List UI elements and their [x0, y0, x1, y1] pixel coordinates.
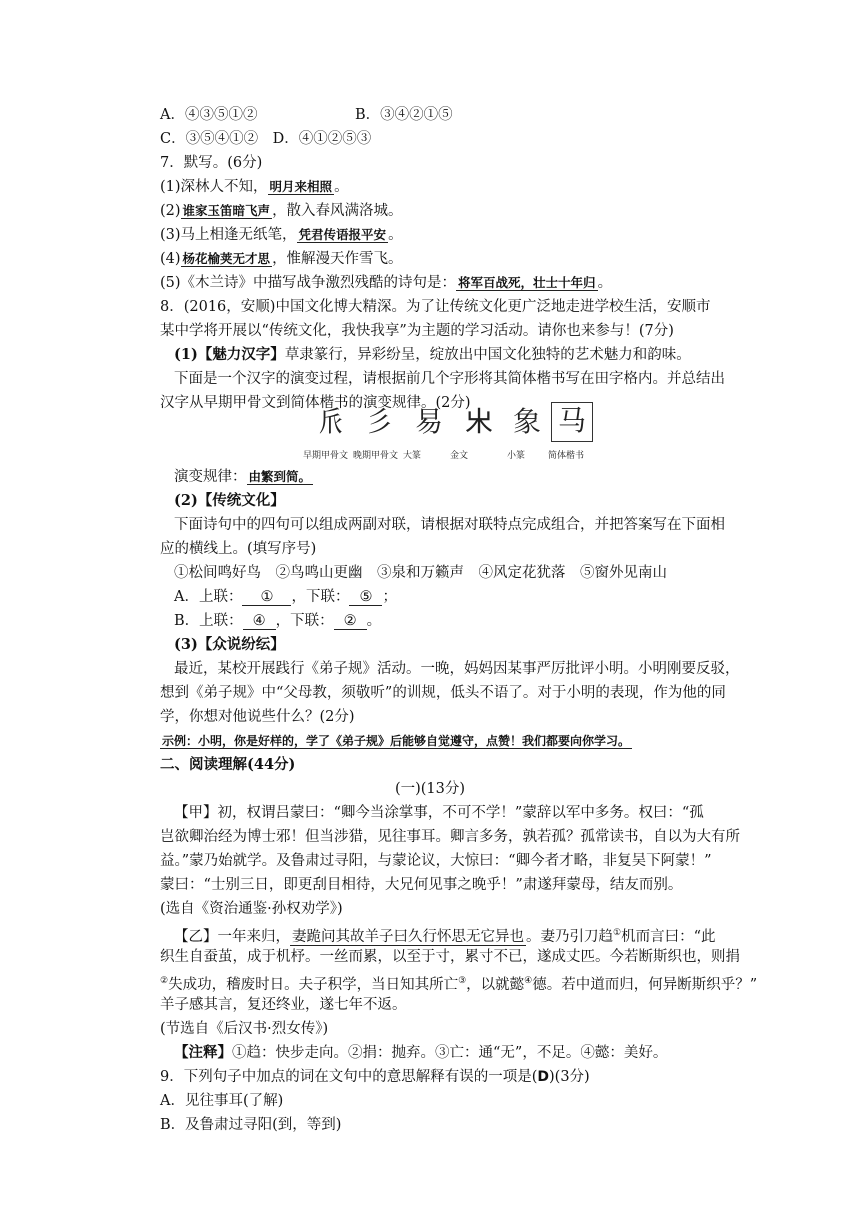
- q8-b-end: 。: [366, 613, 382, 629]
- section-2-title: 二、阅读理解(44分): [160, 756, 296, 773]
- q8-part2-options: ①松间鸣好鸟 ②鸟鸣山更幽 ③泉和万籁声 ④风定花犹落 ⑤窗外见南山: [174, 565, 667, 581]
- q7-l5-answer: 将军百战死，壮士十年归: [458, 275, 596, 290]
- q8-part1-text: 草隶篆行，异彩纷呈，绽放出中国文化独特的艺术魅力和韵味。: [284, 347, 691, 363]
- q6-option-a: A．④③⑤①②: [160, 107, 258, 123]
- q8-part3-desc-1: 最近，某校开展践行《弟子规》活动。一晚，妈妈因某事严厉批评小明。小明刚要反驳，: [174, 661, 740, 677]
- yi3-note-mark-1: ②: [160, 976, 169, 986]
- q6-option-cd: C．③⑤④①② D．④①②⑤③: [160, 131, 372, 147]
- q8-heading-2: 某中学将开展以“传统文化，我快我享”为主题的学习活动。请你也来参与！(7分): [160, 323, 674, 339]
- q9-text: 9．下列句子中加点的词在文句中的意思解释有误的一项是(: [160, 1069, 538, 1085]
- q7-line-4: [160, 248, 403, 270]
- yi3-note-mark-3: ④: [524, 976, 533, 986]
- caption-late-oracle: 晚期甲骨文: [353, 451, 399, 461]
- q8-a-upper-answer: ①: [242, 589, 291, 606]
- q8-part3-desc-3: 学，你想对他说些什么？(2分): [160, 709, 355, 725]
- q8-part2-desc-2: 应的横线上。(填写序号): [160, 541, 317, 557]
- caption-small-seal: 小篆: [507, 451, 526, 461]
- q8-a-end: ；: [382, 589, 397, 605]
- yi1-text-a: 【乙】一年来归，: [174, 928, 290, 945]
- q7-l2-text: (2): [160, 203, 181, 219]
- caption-bronze: 金文: [450, 451, 469, 461]
- q8-a-lower-answer: ⑤: [349, 589, 382, 606]
- q8-part1-desc-2: 汉字从早期甲骨文到简体楷书的演变规律。(2分): [160, 395, 471, 411]
- yi3-text-c: 德。若中道而归，何异断斯织乎？”: [532, 976, 758, 993]
- q8-part3-title: (3)【众说纷纭】: [174, 636, 285, 653]
- passage-yi-line-3: [160, 970, 757, 996]
- glyph-large-seal: 易: [414, 405, 443, 438]
- q7-l3-end: 。: [388, 227, 403, 243]
- glyph-early-oracle: 𠂢: [316, 405, 345, 438]
- yi1-text-b: 。妻乃引刀趋: [526, 928, 613, 945]
- q7-l3-text: (3)马上相逢无纸笔，: [160, 227, 297, 243]
- notes-line: [174, 1042, 667, 1064]
- q7-l5-text: (5)《木兰诗》中描写战争激烈残酷的诗句是：: [160, 275, 457, 291]
- glyph-simplified-regular-box: 马: [551, 402, 593, 442]
- passage-jia-source: (选自《资治通鉴·孙权劝学》): [160, 901, 343, 917]
- character-evolution-figure: [305, 404, 605, 440]
- section-2-subtitle: (一)(13分): [394, 781, 466, 797]
- q8-heading-1: 8．(2016，安顺)中国文化博大精深。为了让传统文化更广泛地走进学校生活，安顺市: [160, 299, 711, 315]
- q7-l3-answer: 凭君传语报平安: [298, 227, 387, 242]
- q9-end: )(3分): [549, 1069, 590, 1085]
- yi3-note-mark-2: ③: [458, 976, 467, 986]
- q7-l4-end: ，惟解漫天作雪飞。: [272, 251, 403, 267]
- q7-l2-end: ，散入春风满洛城。: [272, 203, 403, 219]
- passage-yi-line-4: 羊子感其言，复还终业，遂七年不返。: [160, 997, 407, 1013]
- yi1-underlined: 妻跪问其故羊子曰久行怀思无它异也: [292, 928, 524, 945]
- yi1-note-mark: ①: [613, 928, 622, 938]
- q8-b-label: B．上联：: [174, 613, 243, 629]
- passage-jia-line-2: 岂欲卿治经为博士邪！但当涉猎，见往事耳。卿言多务，孰若孤？孤常读书，自以为大有所: [160, 829, 740, 845]
- notes-title: 【注释】: [174, 1044, 232, 1061]
- q7-l4-answer: 杨花榆荚无才思: [182, 251, 271, 266]
- q7-l1-text: (1)深林人不知，: [160, 179, 268, 195]
- yi3-text-b: ，以就懿: [466, 976, 525, 993]
- q8-rule-line: [174, 466, 313, 488]
- q7-line-5: [160, 272, 612, 294]
- q8-a-mid: ，下联：: [291, 589, 350, 605]
- q9-heading: [160, 1066, 590, 1088]
- q7-heading: 7．默写。(6分): [160, 155, 263, 171]
- passage-yi-line-1: [174, 922, 716, 948]
- passage-jia-line-4: 蒙曰：“士别三日，即更刮目相待，大兄何见事之晚乎！”肃遂拜蒙母，结友而别。: [160, 877, 683, 893]
- passage-yi-line-2: 织生自蚕茧，成于机杼。一丝而累，以至于寸，累寸不已，遂成丈匹。今若断斯织也，则捐: [160, 949, 740, 965]
- q8-rule-answer: 由繁到简。: [248, 469, 312, 484]
- q7-line-3: [160, 224, 403, 246]
- q8-part2-answer-a: [174, 586, 397, 608]
- q8-b-lower-answer: ②: [334, 613, 367, 630]
- q9-option-a: A．见往事耳(了解): [160, 1093, 284, 1109]
- glyph-late-oracle: 彡: [364, 405, 393, 438]
- q7-l1-end: 。: [334, 179, 349, 195]
- q7-l4-text: (4): [160, 251, 181, 267]
- yi3-text-a: 失成功，稽废时日。夫子积学，当日知其所亡: [168, 976, 459, 993]
- q8-b-upper-answer: ④: [243, 613, 276, 630]
- q7-l2-answer: 谁家玉笛暗飞声: [182, 203, 271, 218]
- q8-a-label: A．上联：: [174, 589, 243, 605]
- q9-answer: D: [537, 1069, 550, 1085]
- passage-yi-source: (节选自《后汉书·烈女传》): [160, 1021, 329, 1037]
- character-evolution-captions: [305, 448, 605, 462]
- glyph-small-seal: 象: [512, 405, 541, 438]
- glyph-bronze: 𣎵: [464, 405, 493, 438]
- passage-jia-line-3: 益。”蒙乃始就学。及鲁肃过寻阳，与蒙论议，大惊曰：“卿今者才略，非复吴下阿蒙！”: [160, 853, 712, 869]
- q8-b-mid: ，下联：: [275, 613, 334, 629]
- caption-large-seal: 大篆: [403, 451, 422, 461]
- q8-part1-title: (1)【魅力汉字】: [174, 346, 285, 363]
- q8-rule-label: 演变规律：: [174, 469, 247, 485]
- yi1-text-c: 机而言曰：“此: [621, 928, 716, 945]
- q9-option-b: B．及鲁肃过寻阳(到，等到): [160, 1117, 342, 1133]
- caption-early-oracle: 早期甲骨文: [303, 451, 349, 461]
- q8-part3-answer: [160, 730, 632, 752]
- caption-simplified-regular: 简体楷书: [548, 451, 585, 461]
- q8-part3-answer-text: 示例：小明，你是好样的，学了《弟子规》后能够自觉遵守，点赞！我们都要向你学习。: [162, 734, 631, 748]
- q8-part1-desc-1: 下面是一个汉字的演变过程，请根据前几个字形将其简体楷书写在田字格内。并总结出: [174, 371, 725, 387]
- q7-line-2: [160, 200, 403, 222]
- q8-part1-line: [174, 344, 691, 366]
- q8-part2-title: (2)【传统文化】: [174, 492, 285, 509]
- q8-part2-answer-b: [174, 610, 381, 632]
- passage-jia-line-1: 【甲】初，权谓吕蒙曰：“卿今当涂掌事，不可不学！”蒙辞以军中多务。权曰：“孤: [174, 805, 704, 821]
- notes-text: ①趋：快步走向。②捐：抛弃。③亡：通“无”，不足。④懿：美好。: [232, 1045, 668, 1061]
- q7-l1-answer: 明月来相照: [269, 179, 333, 194]
- q7-l5-end: 。: [597, 275, 613, 291]
- q8-part2-desc-1: 下面诗句中的四句可以组成两副对联，请根据对联特点完成组合，并把答案写在下面相: [174, 517, 725, 533]
- q6-option-b: B．③④②①⑤: [355, 107, 453, 123]
- q8-part3-desc-2: 想到《弟子规》中“父母教，须敬听”的训规，低头不语了。对于小明的表现，作为他的同: [160, 685, 726, 701]
- q7-line-1: [160, 176, 349, 198]
